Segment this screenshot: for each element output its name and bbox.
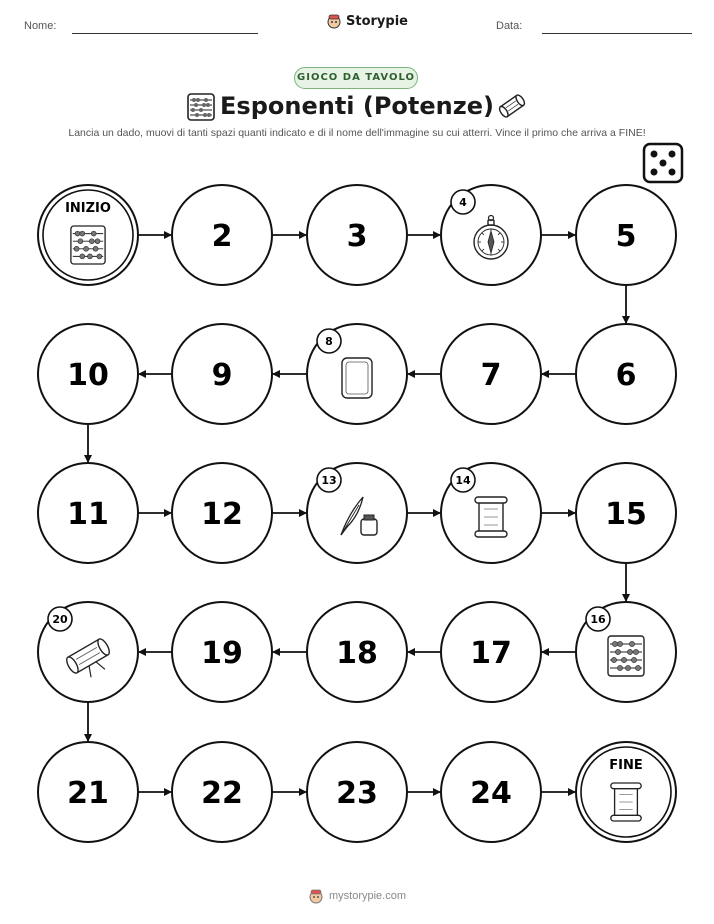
board-space-8 bbox=[307, 324, 407, 424]
page-title: Esponenti (Potenze) bbox=[220, 92, 494, 120]
space-badge-number: 13 bbox=[321, 474, 337, 487]
board-space-23 bbox=[307, 742, 407, 842]
space-badge-number: 4 bbox=[459, 196, 467, 209]
board-space-9 bbox=[172, 324, 272, 424]
space-number: 6 bbox=[615, 358, 637, 393]
space-number: 7 bbox=[480, 358, 502, 393]
board-space-22 bbox=[172, 742, 272, 842]
board-space-7 bbox=[441, 324, 541, 424]
board-space-25 bbox=[576, 742, 676, 842]
abacus-icon bbox=[608, 636, 644, 676]
board-space-15 bbox=[576, 463, 676, 563]
board-space-11 bbox=[38, 463, 138, 563]
footer bbox=[308, 888, 406, 904]
space-number: 23 bbox=[336, 776, 378, 811]
board-space-1 bbox=[38, 185, 138, 285]
space-number: 12 bbox=[201, 497, 243, 532]
board-space-16 bbox=[576, 602, 676, 702]
board-space-20 bbox=[38, 602, 138, 702]
space-number: 11 bbox=[67, 497, 109, 532]
space-number: 10 bbox=[67, 358, 109, 393]
tablet-icon bbox=[342, 358, 372, 398]
space-number: 3 bbox=[346, 219, 368, 254]
scroll-icon bbox=[475, 497, 507, 537]
game-badge: GIOCO DA TAVOLO bbox=[294, 67, 418, 89]
board-space-21 bbox=[38, 742, 138, 842]
space-number: 21 bbox=[67, 776, 109, 811]
space-number: 2 bbox=[211, 219, 233, 254]
board-space-24 bbox=[441, 742, 541, 842]
space-badge-number: 14 bbox=[455, 474, 471, 487]
board-space-6 bbox=[576, 324, 676, 424]
space-number: 22 bbox=[201, 776, 243, 811]
name-label: Nome: bbox=[24, 20, 57, 32]
space-number: 19 bbox=[201, 636, 243, 671]
board-space-5 bbox=[576, 185, 676, 285]
board-space-13 bbox=[307, 463, 407, 563]
space-number: 24 bbox=[470, 776, 512, 811]
board-space-4 bbox=[441, 185, 541, 285]
space-number: 5 bbox=[615, 219, 637, 254]
board-spaces bbox=[38, 185, 676, 842]
instructions: Lancia un dado, muovi di tanti spazi quanti indicato e di il nome dell'immagine su cui atterri. Vince il primo che arriva a FINE! bbox=[68, 127, 646, 139]
board-space-14 bbox=[441, 463, 541, 563]
abacus-icon bbox=[71, 226, 105, 264]
date-label: Data: bbox=[496, 20, 523, 32]
space-badge-number: 20 bbox=[52, 613, 68, 626]
space-number: 15 bbox=[605, 497, 647, 532]
scroll-icon bbox=[611, 783, 641, 821]
end-label: FINE bbox=[609, 758, 643, 773]
storypie-mascot-icon bbox=[308, 888, 324, 904]
space-badge-number: 16 bbox=[590, 613, 606, 626]
board-space-19 bbox=[172, 602, 272, 702]
footer-url: mystorypie.com bbox=[329, 890, 407, 902]
board-space-3 bbox=[307, 185, 407, 285]
board-space-2 bbox=[172, 185, 272, 285]
space-number: 17 bbox=[470, 636, 512, 671]
space-number: 9 bbox=[211, 358, 233, 393]
board-space-10 bbox=[38, 324, 138, 424]
brand-name: Storypie bbox=[346, 13, 408, 29]
space-number: 18 bbox=[336, 636, 378, 671]
space-badge-number: 8 bbox=[325, 335, 333, 348]
start-label: INIZIO bbox=[65, 201, 111, 216]
board-space-17 bbox=[441, 602, 541, 702]
board-space-12 bbox=[172, 463, 272, 563]
board-space-18 bbox=[307, 602, 407, 702]
